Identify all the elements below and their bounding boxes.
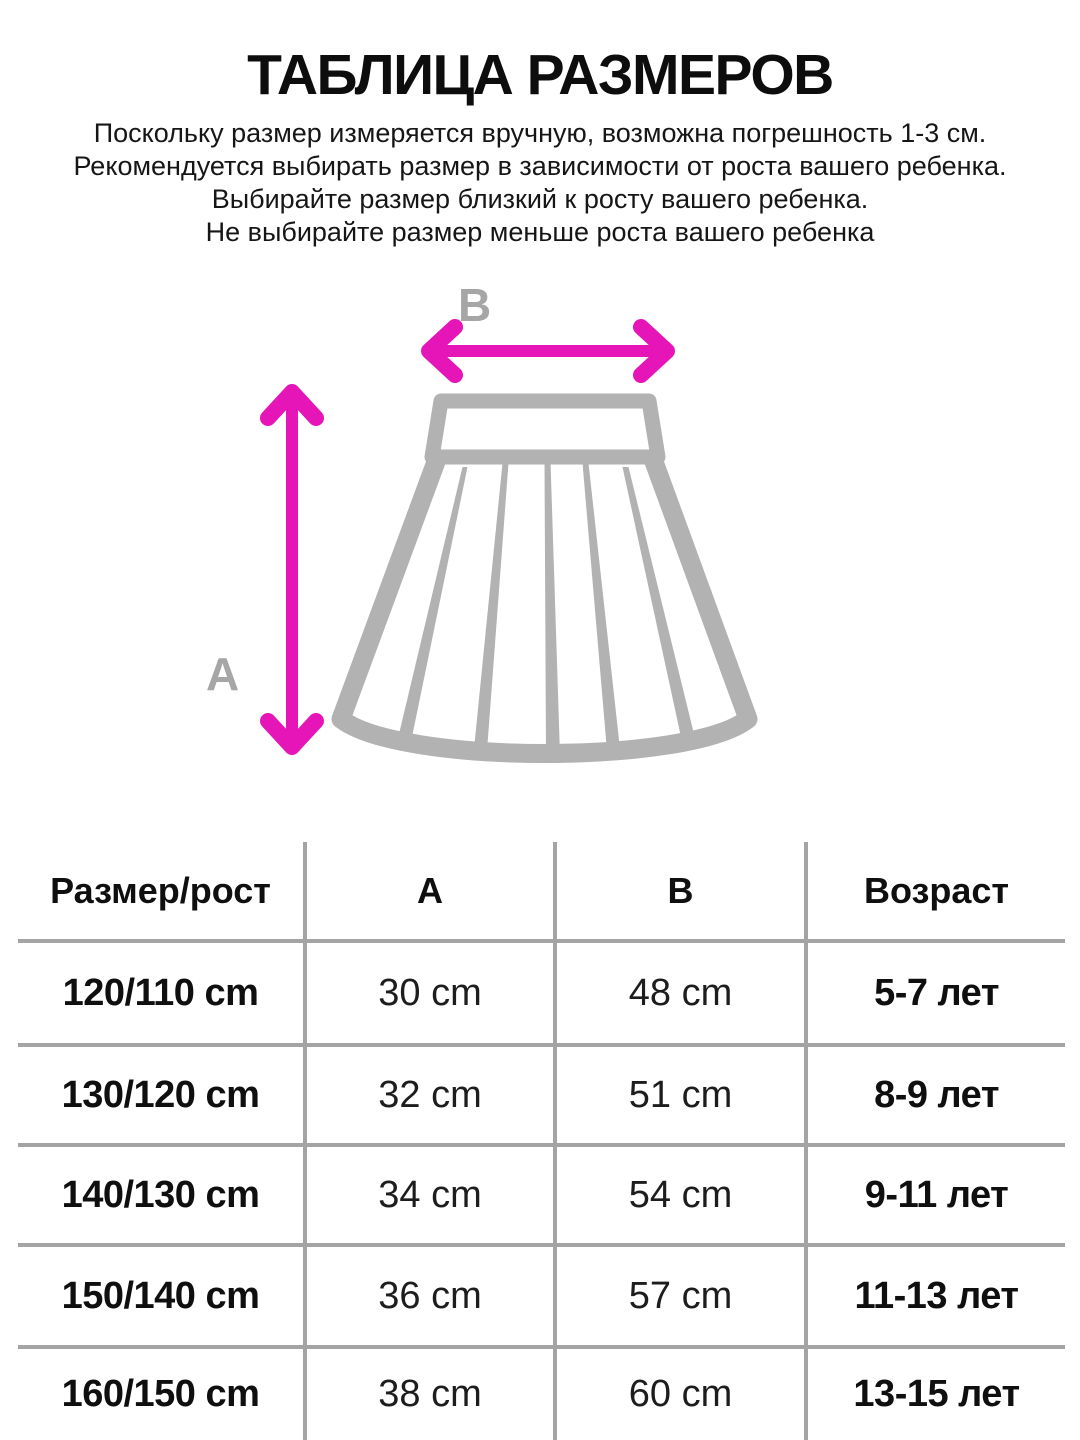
b-cell: 51 cm (553, 1043, 804, 1143)
size-cell: 120/110 cm (18, 939, 303, 1043)
age-cell: 13-15 лет (804, 1345, 1065, 1440)
intro-line-2: Рекомендуется выбирать размер в зависимости от роста вашего ребенка. (73, 151, 1007, 181)
width-arrow-icon (429, 327, 667, 375)
page-title: ТАБЛИЦА РАЗМЕРОВ (247, 43, 833, 107)
age-cell: 8-9 лет (804, 1043, 1065, 1143)
intro-text (0, 117, 1080, 249)
intro-line-3: Выбирайте размер близкий к росту вашего ребенка. (211, 184, 869, 214)
a-cell: 30 cm (303, 939, 553, 1043)
b-cell: 54 cm (553, 1143, 804, 1243)
size-cell: 160/150 cm (18, 1345, 303, 1440)
measurement-diagram (0, 251, 1080, 811)
size-cell: 150/140 cm (18, 1243, 303, 1345)
a-cell: 38 cm (303, 1345, 553, 1440)
size-cell: 140/130 cm (18, 1143, 303, 1243)
intro-line-4: Не выбирайте размер меньше роста вашего ребенка (205, 217, 875, 247)
header-cell-size: Размер/рост (50, 869, 271, 911)
intro-line-1: Поскольку размер измеряется вручную, возможна погрешность 1-3 см. (93, 118, 987, 148)
size-cell: 130/120 cm (18, 1043, 303, 1143)
header-cell-age: Возраст (804, 842, 1065, 939)
header-cell-b: B (553, 842, 804, 939)
b-cell: 48 cm (553, 939, 804, 1043)
age-cell: 11-13 лет (804, 1243, 1065, 1345)
diagram-label-b: B (458, 279, 492, 331)
a-cell: 36 cm (303, 1243, 553, 1345)
a-cell: 34 cm (303, 1143, 553, 1243)
age-cell: 9-11 лет (804, 1143, 1065, 1243)
a-cell: 32 cm (303, 1043, 553, 1143)
skirt-measurement-illustration (0, 251, 1080, 811)
diagram-label-a: A (206, 648, 240, 700)
header-cell-a: A (303, 842, 553, 939)
skirt-pleats (399, 462, 694, 755)
b-cell: 60 cm (553, 1345, 804, 1440)
skirt-icon (341, 401, 748, 755)
size-table (18, 842, 1065, 1440)
height-arrow-icon (268, 392, 316, 747)
age-cell: 5-7 лет (804, 939, 1065, 1043)
b-cell: 57 cm (553, 1243, 804, 1345)
